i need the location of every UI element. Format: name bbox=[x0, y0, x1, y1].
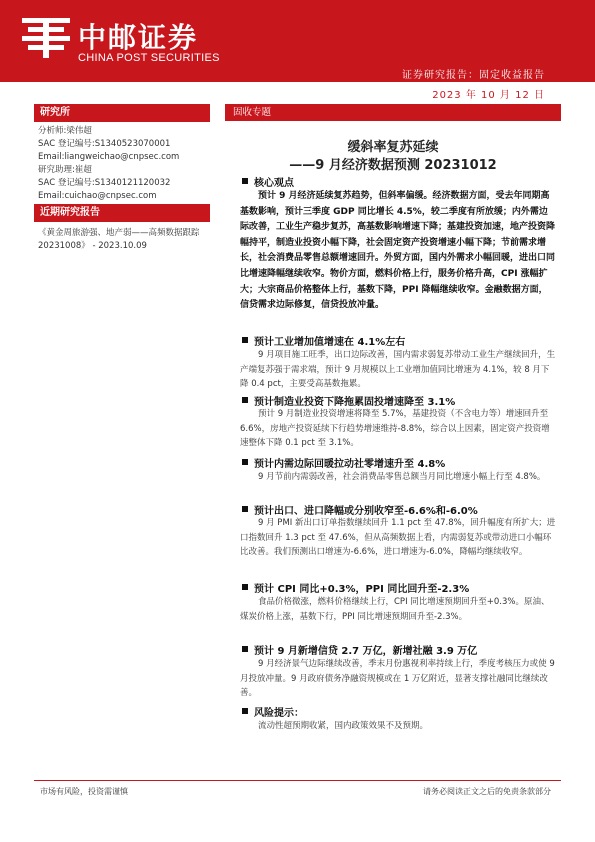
assistant-sac: SAC 登记编号:S1340121120032 bbox=[38, 178, 171, 188]
risk-bullet-icon bbox=[242, 708, 248, 714]
researchers-title: 研究所 bbox=[34, 104, 210, 122]
item-heading: 预计 9 月新增信贷 2.7 万亿，新增社融 3.9 万亿 bbox=[254, 646, 478, 657]
item-bullet-icon bbox=[242, 646, 248, 652]
recent-report-link[interactable]: 《黄金周旅游强、地产弱——高频数据跟踪 20231008》 - 2023.10.09 bbox=[38, 228, 200, 251]
china-post-logo-icon bbox=[20, 14, 72, 60]
item-bullet-icon bbox=[242, 506, 248, 512]
analyst-sac: SAC 登记编号:S1340523070001 bbox=[38, 139, 171, 149]
logo-english-name: CHINA POST SECURITIES bbox=[78, 52, 220, 64]
item-heading: 预计内需边际回暖拉动社零增速升至 4.8% bbox=[254, 459, 446, 470]
report-date: 2023 年 10 月 12 日 bbox=[432, 90, 545, 101]
item-heading: 预计制造业投资下降拖累固投增速降至 3.1% bbox=[254, 397, 456, 408]
item-bullet-icon bbox=[242, 459, 248, 465]
item-bullet-icon bbox=[242, 337, 248, 343]
risk-heading: 风险提示： bbox=[254, 708, 304, 719]
section-tag: 固收专题 bbox=[225, 104, 561, 121]
item-body: 预计 9 月制造业投资增速将降至 5.7%，基建投资（不含电力等）增速回升至 6.6%，房地产投资延续下行趋势增速维持-8.8%，综合以上因素，固定资产投资增速整体下降 0.1 pct 至 3.1%。 bbox=[240, 409, 550, 449]
item-body: 9 月节前内需弱改善，社会消费品零售总额当月同比增速小幅上行至 4.8%。 bbox=[258, 472, 546, 482]
item-bullet-icon bbox=[242, 584, 248, 590]
item-body: 9 月 PMI 新出口订单指数继续回升 1.1 pct 至 47.8%，回升幅度有所扩大；进口指数回升 1.3 pct 至 47.6%，但从高频数据上看，内需弱复苏或带动进口小幅环比改善。我们预测出口增速为-6.6%，进口增速为-6.0%，降幅均继续收窄。 bbox=[240, 518, 556, 558]
core-view-body: 预计 9 月经济延续复苏趋势，但斜率偏缓。经济数据方面，受去年同期高基数影响，预计三季度 GDP 同比增长 4.5%，较二季度有所放缓；内外需边际改善，工业生产稳步复苏，高基数影响增速下降；基建投资加速，地产投资降幅持平，制造业投资小幅下降，社会固定资产投资增速小幅下降；节前需求增长，社会消费品零售总额增速回升。外贸方面，国内外需求小幅回暖，进出口同比增速降幅继续收窄。物价方面，燃料价格上行，服务价格升高，CPI 涨幅扩大；大宗商品价格整体上行，基数下降，PPI 降幅继续收窄。金融数据方面，信贷需求边际修复，信贷投放冲量。 bbox=[240, 191, 556, 311]
core-bullet-icon bbox=[242, 178, 248, 184]
item-bullet-icon bbox=[242, 397, 248, 403]
footer-divider bbox=[34, 780, 561, 781]
footer-disclaimer-note: 请务必阅读正文之后的免责条款部分 bbox=[423, 787, 551, 796]
core-view-heading: 核心观点 bbox=[254, 178, 294, 189]
item-heading: 预计出口、进口降幅或分别收窄至-6.6%和-6.0% bbox=[254, 506, 478, 517]
item-body: 9 月项目施工旺季，出口边际改善，国内需求弱复苏带动工业生产继续回升，生产端复苏强于需求端，预计 9 月规模以上工业增加值同比增速为 4.1%，较 8 月下降 0.4 pct，主要受高基数拖累。 bbox=[240, 350, 556, 390]
item-heading: 预计工业增加值增速在 4.1%左右 bbox=[254, 337, 406, 348]
item-body: 食品价格微涨，燃料价格继续上行，CPI 同比增速预期回升至+0.3%。原油、煤炭价格上涨，基数下行，PPI 同比增速预期回升至-2.3%。 bbox=[240, 597, 550, 622]
analyst-email[interactable]: Email:liangweichao@cnpsec.com bbox=[38, 152, 180, 162]
page-subtitle: ——9 月经济数据预测 20231012 bbox=[289, 158, 497, 173]
recent-reports-title: 近期研究报告 bbox=[34, 204, 210, 222]
assistant-name: 研究助理:崔超 bbox=[38, 165, 92, 175]
page-title: 缓斜率复苏延续 bbox=[347, 140, 439, 155]
footer-risk-note: 市场有风险，投资需谨慎 bbox=[40, 787, 128, 796]
analyst-name: 分析师:梁伟超 bbox=[38, 126, 92, 136]
logo-chinese-name: 中邮证券 bbox=[78, 21, 199, 54]
assistant-email[interactable]: Email:cuichao@cnpsec.com bbox=[38, 191, 157, 201]
item-heading: 预计 CPI 同比+0.3%，PPI 同比回升至-2.3% bbox=[254, 584, 470, 595]
item-body: 9 月经济景气边际继续改善，季末月份惠视利率持续上行，季度考核压力或使 9 月投放冲量。9 月政府债务净融资规模或在 1 万亿附近，显著支撑社融同比继续改善。 bbox=[240, 659, 555, 699]
risk-body: 流动性超预期收紧，国内政策效果不及预期。 bbox=[258, 721, 429, 731]
report-type: 证券研究报告：固定收益报告 bbox=[402, 70, 545, 81]
